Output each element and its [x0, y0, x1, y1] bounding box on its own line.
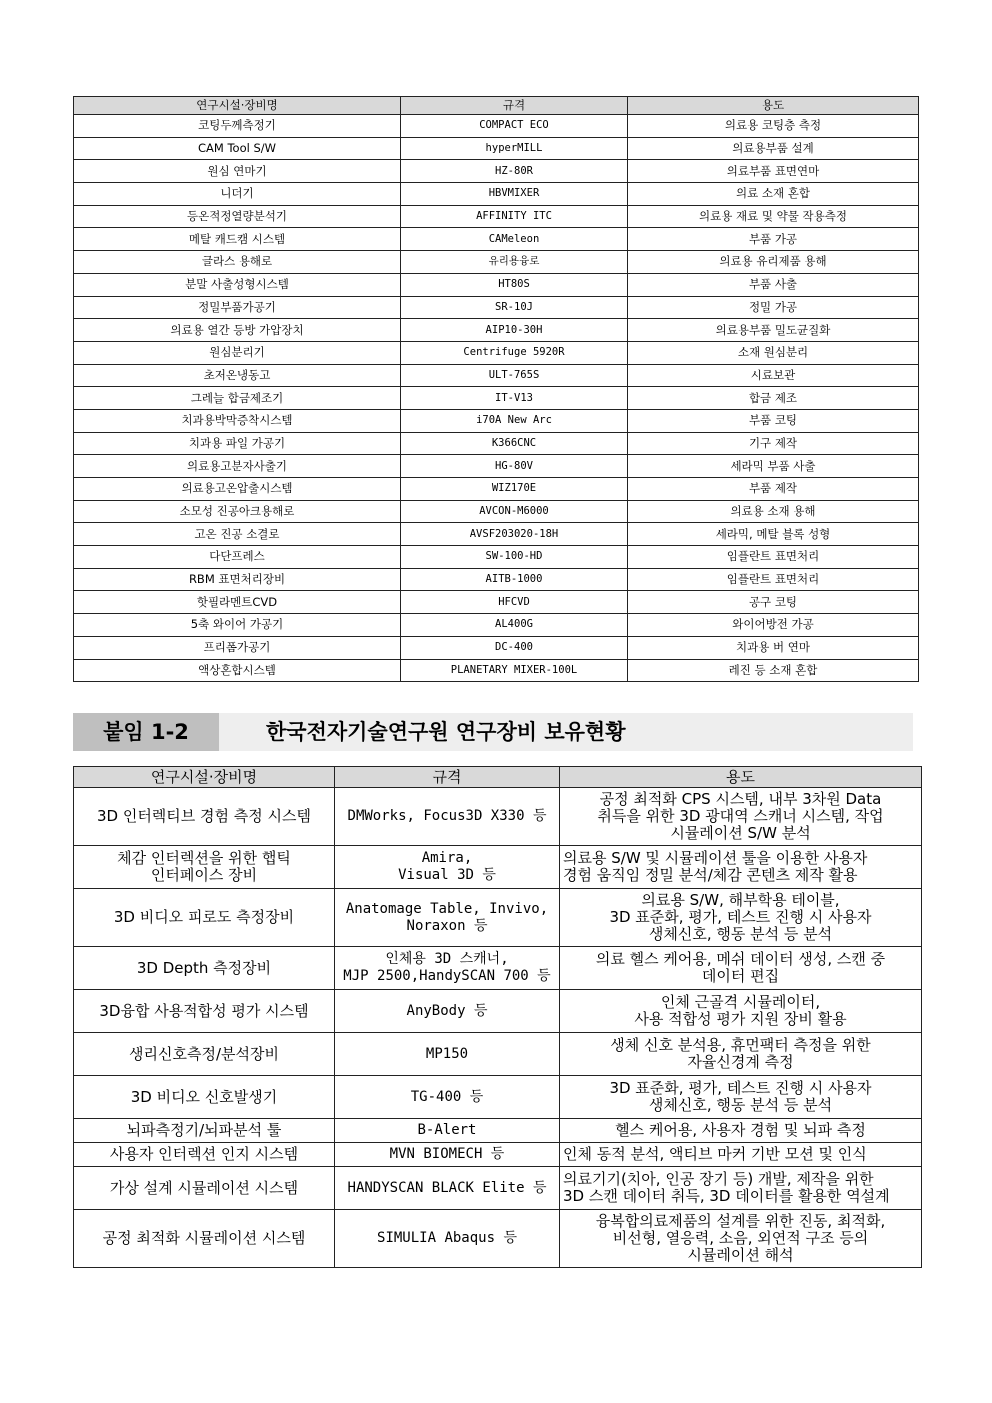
cell-spec: CAMeleon — [401, 228, 628, 251]
header-spec: 규격 — [335, 767, 560, 788]
cell-equipment-name: 니더기 — [74, 183, 401, 206]
table-row — [74, 947, 922, 990]
header-equipment-name: 연구시설·장비명 — [74, 97, 401, 115]
cell-usage: 의료용 재료 및 약물 작용측정 — [628, 205, 919, 228]
equipment-table-1 — [73, 96, 919, 682]
cell-usage: 세라믹, 메탈 블록 성형 — [628, 523, 919, 546]
cell-spec: HFCVD — [401, 591, 628, 614]
cell-spec: i70A New Arc — [401, 409, 628, 432]
table-row — [74, 137, 919, 160]
cell-equipment-name: 3D Depth 측정장비 — [74, 947, 335, 990]
table-row — [74, 319, 919, 342]
cell-equipment-name: 메탈 캐드캠 시스템 — [74, 228, 401, 251]
cell-equipment-name: 등온적정열량분석기 — [74, 205, 401, 228]
cell-usage: 합금 제조 — [628, 387, 919, 410]
cell-equipment-name: 정밀부품가공기 — [74, 296, 401, 319]
table-row — [74, 1167, 922, 1210]
cell-usage: 와이어방전 가공 — [628, 614, 919, 637]
cell-usage: 공정 최적화 CPS 시스템, 내부 3차원 Data 취득을 위한 3D 광대역 스캐너 시스템, 작업 시뮬레이션 S/W 분석 — [560, 788, 922, 846]
cell-spec: IT-V13 — [401, 387, 628, 410]
cell-spec: 유리용융로 — [401, 251, 628, 274]
cell-usage: 의료 헬스 케어용, 메쉬 데이터 생성, 스캔 중 데이터 편집 — [560, 947, 922, 990]
table-row — [74, 1119, 922, 1143]
cell-usage: 의료용 S/W 및 시뮬레이션 툴을 이용한 사용자 경험 움직임 정밀 분석/체감 콘텐츠 제작 활용 — [560, 846, 922, 889]
table-row — [74, 614, 919, 637]
cell-equipment-name: 3D 인터렉티브 경험 측정 시스템 — [74, 788, 335, 846]
cell-usage: 공구 코팅 — [628, 591, 919, 614]
table-row — [74, 455, 919, 478]
table-row — [74, 183, 919, 206]
table-header-row — [74, 767, 922, 788]
table-row — [74, 341, 919, 364]
table-row — [74, 1210, 922, 1268]
cell-usage: 부품 사출 — [628, 273, 919, 296]
cell-usage: 세라믹 부품 사출 — [628, 455, 919, 478]
cell-equipment-name: 다단프레스 — [74, 546, 401, 569]
cell-usage: 소재 원심분리 — [628, 341, 919, 364]
table-row — [74, 500, 919, 523]
cell-usage: 인체 근골격 시뮬레이터, 사용 적합성 평가 지원 장비 활용 — [560, 990, 922, 1033]
table-row — [74, 1076, 922, 1119]
table-row — [74, 636, 919, 659]
header-spec: 규격 — [401, 97, 628, 115]
cell-equipment-name: 프리폼가공기 — [74, 636, 401, 659]
cell-spec: MVN BIOMECH 등 — [335, 1143, 560, 1167]
cell-equipment-name: 3D융합 사용적합성 평가 시스템 — [74, 990, 335, 1033]
cell-equipment-name: 원심 연마기 — [74, 160, 401, 183]
table-row — [74, 568, 919, 591]
cell-spec: AITB-1000 — [401, 568, 628, 591]
table-row — [74, 409, 919, 432]
table-row — [74, 296, 919, 319]
cell-spec: DMWorks, Focus3D X330 등 — [335, 788, 560, 846]
cell-equipment-name: 초저온냉동고 — [74, 364, 401, 387]
cell-spec: hyperMILL — [401, 137, 628, 160]
section-caption — [73, 713, 913, 751]
cell-usage: 생체 신호 분석용, 휴먼팩터 측정을 위한 자율신경계 측정 — [560, 1033, 922, 1076]
table-row — [74, 478, 919, 501]
attachment-label: 붙임 1-2 — [73, 713, 219, 751]
cell-equipment-name: 글라스 용해로 — [74, 251, 401, 274]
cell-usage: 헬스 케어용, 사용자 경험 및 뇌파 측정 — [560, 1119, 922, 1143]
table-row — [74, 228, 919, 251]
cell-equipment-name: 코팅두께측정기 — [74, 115, 401, 138]
table-row — [74, 546, 919, 569]
cell-spec: SW-100-HD — [401, 546, 628, 569]
table-body — [74, 115, 919, 682]
cell-spec: HZ-80R — [401, 160, 628, 183]
cell-spec: AVCON-M6000 — [401, 500, 628, 523]
cell-usage: 임플란트 표면처리 — [628, 568, 919, 591]
cell-usage: 정밀 가공 — [628, 296, 919, 319]
cell-usage: 부품 제작 — [628, 478, 919, 501]
cell-equipment-name: 사용자 인터렉션 인지 시스템 — [74, 1143, 335, 1167]
cell-equipment-name: 의료용고분자사출기 — [74, 455, 401, 478]
cell-usage: 레진 등 소재 혼합 — [628, 659, 919, 682]
cell-equipment-name: CAM Tool S/W — [74, 137, 401, 160]
table-row — [74, 432, 919, 455]
table-row — [74, 846, 922, 889]
cell-usage: 의료용 유리제품 용해 — [628, 251, 919, 274]
cell-equipment-name: 치과용 파일 가공기 — [74, 432, 401, 455]
cell-usage: 3D 표준화, 평가, 테스트 진행 시 사용자 생체신호, 행동 분석 등 분석 — [560, 1076, 922, 1119]
table-row — [74, 523, 919, 546]
cell-spec: 인체용 3D 스캐너, MJP 2500,HandySCAN 700 등 — [335, 947, 560, 990]
cell-spec: ULT-765S — [401, 364, 628, 387]
table-row — [74, 990, 922, 1033]
cell-equipment-name: 5축 와이어 가공기 — [74, 614, 401, 637]
cell-equipment-name: 고온 진공 소결로 — [74, 523, 401, 546]
header-usage: 용도 — [628, 97, 919, 115]
cell-spec: TG-400 등 — [335, 1076, 560, 1119]
table-body — [74, 788, 922, 1268]
table-row — [74, 788, 922, 846]
cell-equipment-name: 가상 설계 시뮬레이션 시스템 — [74, 1167, 335, 1210]
cell-usage: 의료용부품 설계 — [628, 137, 919, 160]
cell-usage: 시료보관 — [628, 364, 919, 387]
table-row — [74, 591, 919, 614]
section-title: 한국전자기술연구원 연구장비 보유현황 — [266, 720, 626, 744]
cell-equipment-name: 체감 인터렉션을 위한 햅틱 인터페이스 장비 — [74, 846, 335, 889]
cell-usage: 의료용 소재 용해 — [628, 500, 919, 523]
cell-spec: HG-80V — [401, 455, 628, 478]
cell-usage: 의료용부품 밀도균질화 — [628, 319, 919, 342]
cell-usage: 인체 동적 분석, 액티브 마커 기반 모션 및 인식 — [560, 1143, 922, 1167]
table-row — [74, 160, 919, 183]
table-row — [74, 1143, 922, 1167]
header-usage: 용도 — [560, 767, 922, 788]
cell-spec: AL400G — [401, 614, 628, 637]
table-row — [74, 659, 919, 682]
table-row — [74, 889, 922, 947]
cell-spec: AVSF203020-18H — [401, 523, 628, 546]
cell-usage: 부품 코팅 — [628, 409, 919, 432]
cell-usage: 기구 제작 — [628, 432, 919, 455]
cell-equipment-name: 그레늘 합금제조기 — [74, 387, 401, 410]
cell-usage: 융복합의료제품의 설계를 위한 진동, 최적화, 비선형, 열응력, 소음, 외연적 구조 등의 시뮬레이션 해석 — [560, 1210, 922, 1268]
cell-usage: 임플란트 표면처리 — [628, 546, 919, 569]
cell-spec: PLANETARY MIXER-100L — [401, 659, 628, 682]
cell-usage: 의료용 코팅층 측정 — [628, 115, 919, 138]
cell-equipment-name: 3D 비디오 신호발생기 — [74, 1076, 335, 1119]
cell-equipment-name: 소모성 진공아크용해로 — [74, 500, 401, 523]
cell-spec: K366CNC — [401, 432, 628, 455]
cell-usage: 의료 소재 혼합 — [628, 183, 919, 206]
cell-spec: COMPACT ECO — [401, 115, 628, 138]
cell-spec: DC-400 — [401, 636, 628, 659]
cell-spec: HANDYSCAN BLACK Elite 등 — [335, 1167, 560, 1210]
cell-spec: B-Alert — [335, 1119, 560, 1143]
cell-equipment-name: 뇌파측정기/뇌파분석 툴 — [74, 1119, 335, 1143]
cell-equipment-name: RBM 표면처리장비 — [74, 568, 401, 591]
table-row — [74, 1033, 922, 1076]
cell-spec: Amira, Visual 3D 등 — [335, 846, 560, 889]
table-row — [74, 387, 919, 410]
cell-equipment-name: 의료용고온압출시스템 — [74, 478, 401, 501]
table-row — [74, 251, 919, 274]
cell-equipment-name: 액상혼합시스템 — [74, 659, 401, 682]
cell-equipment-name: 분말 사출성형시스템 — [74, 273, 401, 296]
cell-usage: 의료용 S/W, 해부학용 테이블, 3D 표준화, 평가, 테스트 진행 시 사용자 생체신호, 행동 분석 등 분석 — [560, 889, 922, 947]
cell-usage: 의료기기(치아, 인공 장기 등) 개발, 제작을 위한 3D 스캔 데이터 취득, 3D 데이터를 활용한 역설계 — [560, 1167, 922, 1210]
cell-spec: MP150 — [335, 1033, 560, 1076]
cell-spec: Centrifuge 5920R — [401, 341, 628, 364]
cell-spec: WIZ170E — [401, 478, 628, 501]
cell-spec: AIP10-30H — [401, 319, 628, 342]
table-row — [74, 273, 919, 296]
table-row — [74, 205, 919, 228]
cell-usage: 의료부품 표면연마 — [628, 160, 919, 183]
cell-spec: AFFINITY ITC — [401, 205, 628, 228]
cell-spec: Anatomage Table, Invivo, Noraxon 등 — [335, 889, 560, 947]
cell-spec: HT80S — [401, 273, 628, 296]
header-equipment-name: 연구시설·장비명 — [74, 767, 335, 788]
cell-equipment-name: 3D 비디오 피로도 측정장비 — [74, 889, 335, 947]
table-row — [74, 364, 919, 387]
cell-usage: 치과용 버 연마 — [628, 636, 919, 659]
cell-equipment-name: 생리신호측정/분석장비 — [74, 1033, 335, 1076]
cell-spec: SR-10J — [401, 296, 628, 319]
cell-spec: AnyBody 등 — [335, 990, 560, 1033]
cell-spec: SIMULIA Abaqus 등 — [335, 1210, 560, 1268]
table-row — [74, 115, 919, 138]
equipment-table-2 — [73, 766, 922, 1268]
cell-spec: HBVMIXER — [401, 183, 628, 206]
cell-equipment-name: 원심분리기 — [74, 341, 401, 364]
cell-equipment-name: 의료용 열간 등방 가압장치 — [74, 319, 401, 342]
cell-equipment-name: 핫필라멘트CVD — [74, 591, 401, 614]
table-header-row — [74, 97, 919, 115]
cell-usage: 부품 가공 — [628, 228, 919, 251]
cell-equipment-name: 치과용박막증착시스템 — [74, 409, 401, 432]
cell-equipment-name: 공정 최적화 시뮬레이션 시스템 — [74, 1210, 335, 1268]
